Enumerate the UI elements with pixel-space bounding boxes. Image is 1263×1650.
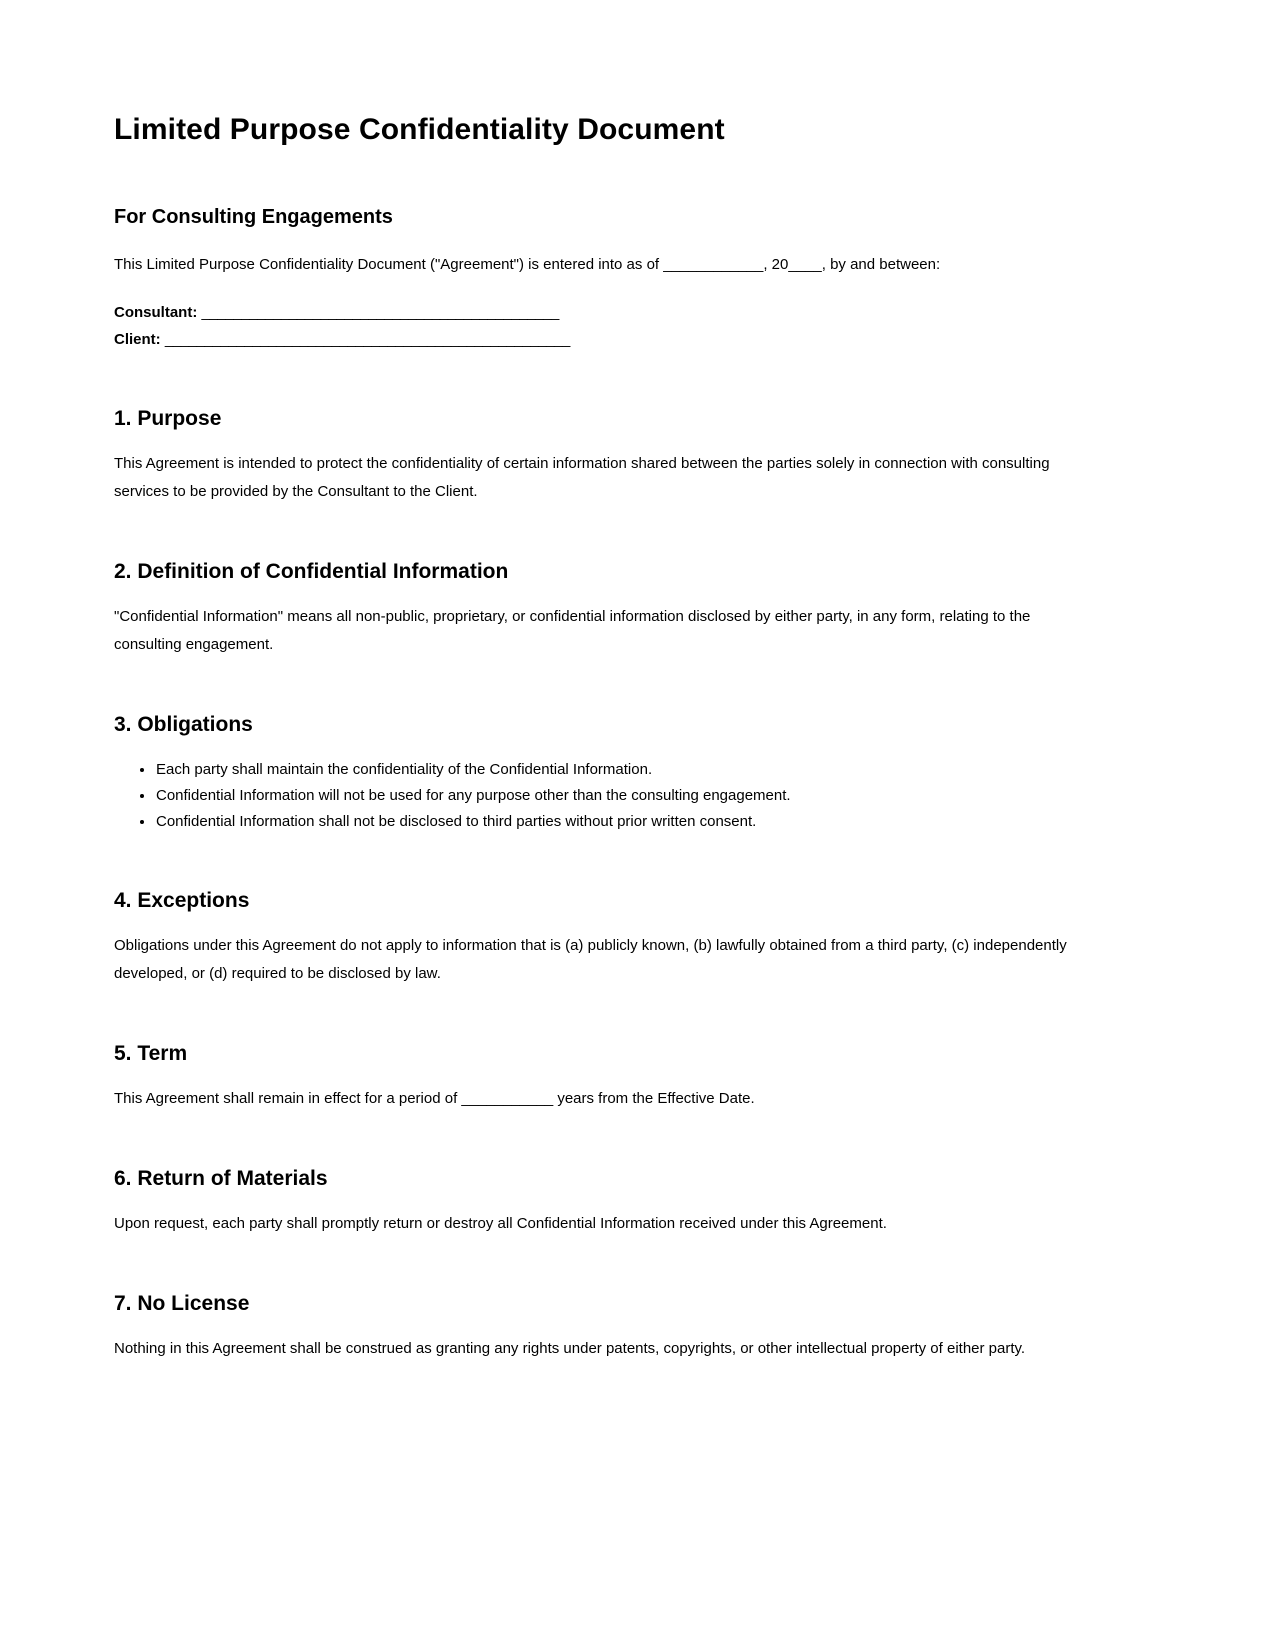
- section-heading-purpose: 1. Purpose: [114, 407, 222, 430]
- client-blank-field[interactable]: ___________________________________________________: [164, 331, 570, 348]
- section-body-term: This Agreement shall remain in effect for a period of ___________ years from the Effective Date.: [114, 1089, 755, 1107]
- section-heading-definition: 2. Definition of Confidential Information: [114, 560, 509, 584]
- section-heading-term: 5. Term: [114, 1041, 188, 1065]
- section-body-no-license: Nothing in this Agreement shall be construed as granting any rights under patents, copyrights, or other intellectual property of either party.: [114, 1340, 1026, 1358]
- list-item: Each party shall maintain the confidentiality of the Confidential Information.: [156, 757, 1149, 783]
- section-obligations: [114, 712, 1149, 834]
- document-subtitle: For Consulting Engagements: [114, 206, 393, 228]
- party-row-consultant: [114, 299, 1149, 326]
- section-heading-no-license: 7. No License: [114, 1292, 250, 1316]
- section-purpose: [114, 406, 1149, 506]
- section-body-purpose: This Agreement is intended to protect the confidentiality of certain information shared between the parties solely in connection with consulting services to be provided by the Consultant to the Client.: [114, 455, 1050, 501]
- consultant-blank-field[interactable]: _____________________________________________: [201, 304, 559, 321]
- section-return-of-materials: [114, 1166, 1149, 1238]
- parties-block: [114, 299, 1149, 353]
- section-exceptions: [114, 888, 1149, 988]
- section-body-exceptions: Obligations under this Agreement do not apply to information that is (a) publicly known, (b) lawfully obtained from a third party, (c) independently developed, or (d) required to be disclosed by law.: [114, 936, 1067, 982]
- client-label: Client:: [114, 331, 161, 348]
- section-body-return-of-materials: Upon request, each party shall promptly return or destroy all Confidential Information received under this Agreement.: [114, 1215, 887, 1233]
- section-heading-return-of-materials: 6. Return of Materials: [114, 1166, 328, 1190]
- list-item: Confidential Information will not be used for any purpose other than the consulting engagement.: [156, 783, 1149, 809]
- obligations-list: [114, 757, 1149, 835]
- section-definition: [114, 559, 1149, 659]
- section-heading-exceptions: 4. Exceptions: [114, 888, 250, 912]
- section-term: [114, 1041, 1149, 1113]
- section-body-definition: "Confidential Information" means all non-public, proprietary, or confidential information disclosed by either party, in any form, relating to the consulting engagement.: [114, 608, 1031, 654]
- party-row-client: [114, 326, 1149, 353]
- page-title: Limited Purpose Confidentiality Document: [114, 113, 725, 146]
- list-item: Confidential Information shall not be disclosed to third parties without prior written consent.: [156, 809, 1149, 835]
- consultant-label: Consultant:: [114, 304, 198, 321]
- section-heading-obligations: 3. Obligations: [114, 713, 253, 737]
- agreement-intro-paragraph: This Limited Purpose Confidentiality Document ("Agreement") is entered into as of ____________, 20____, by and between:: [114, 256, 941, 273]
- section-no-license: [114, 1291, 1149, 1363]
